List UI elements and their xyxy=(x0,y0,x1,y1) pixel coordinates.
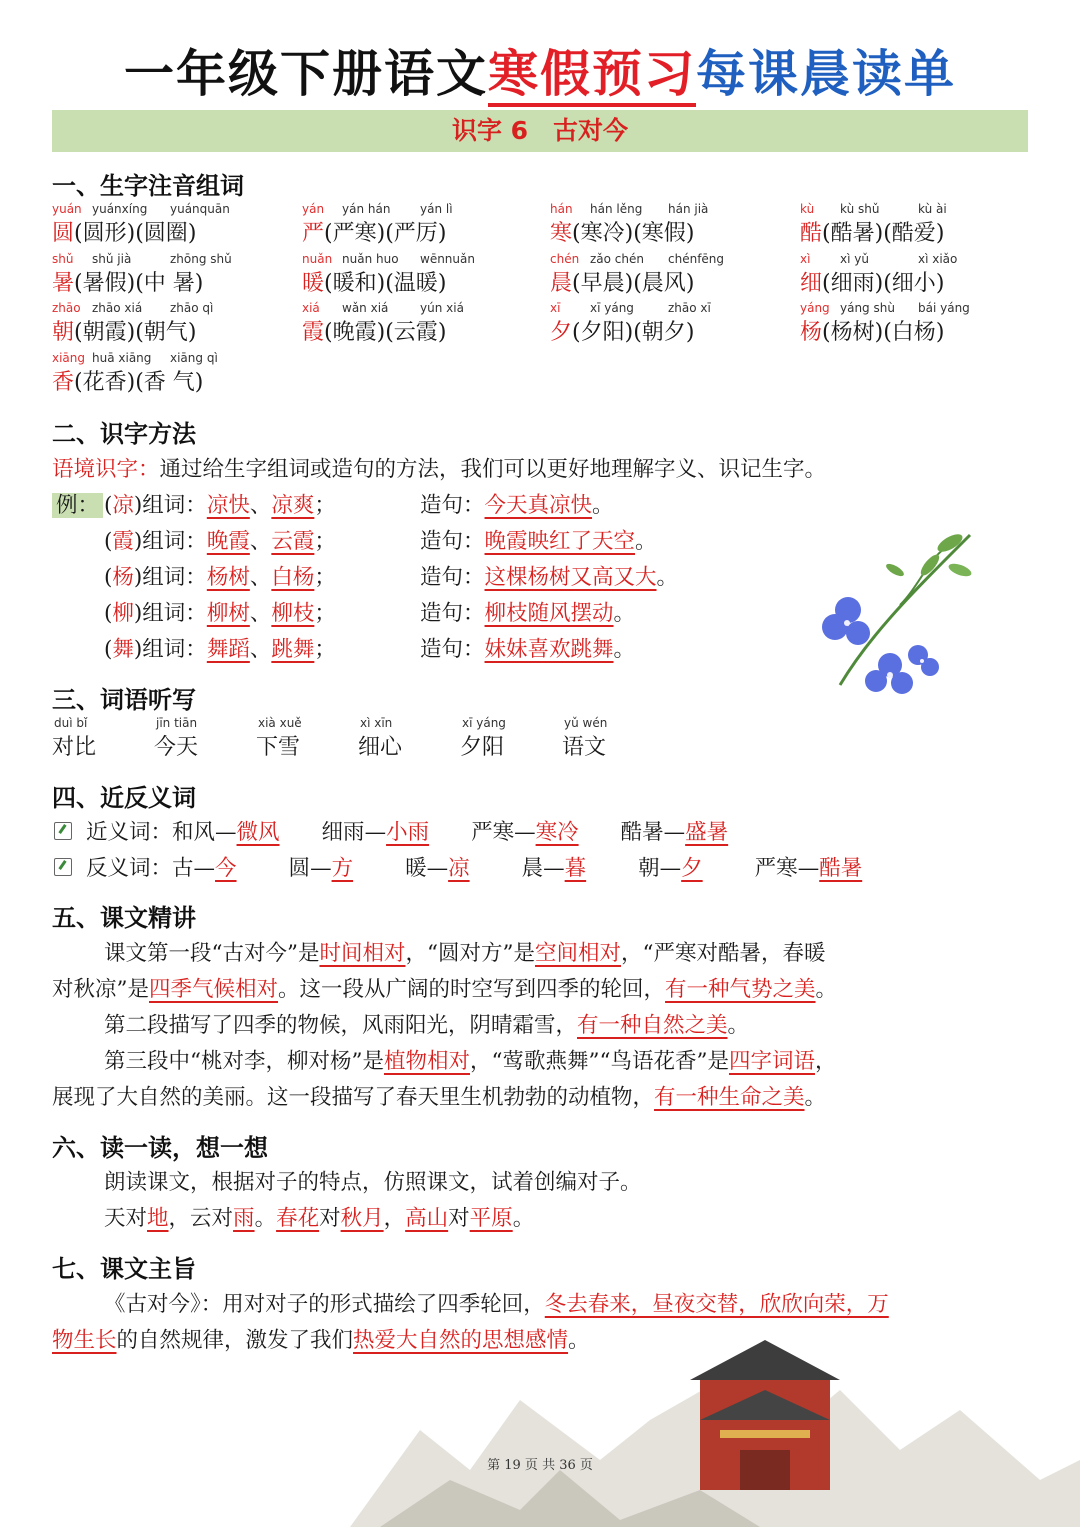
char-pinyin: hán xyxy=(550,202,573,216)
antonyms-row xyxy=(54,851,914,882)
page-title xyxy=(0,34,1080,106)
word-2: 严厉 xyxy=(393,221,438,246)
word-1: 杨树 xyxy=(830,320,875,345)
word-1: 暑假 xyxy=(82,271,127,296)
method-row: (凉)组词：凉快、凉爽； xyxy=(104,493,336,518)
word-1: 晚霞 xyxy=(332,320,377,345)
section-3-heading: 三、词语听写 xyxy=(52,686,196,714)
method-sentence-row: 造句：这棵杨树又高又大。 xyxy=(420,565,679,590)
method-word: 凉快 xyxy=(206,493,250,518)
char-entry: 细(细雨)(细小) xyxy=(800,271,945,296)
antonyms-answer: 凉 xyxy=(448,856,470,881)
method-sentence: 柳枝随风摆动 xyxy=(484,601,614,626)
word-1: 早晨 xyxy=(580,271,625,296)
zao-label: 造句： xyxy=(420,601,485,626)
section-2-heading: 二、识字方法 xyxy=(52,420,196,448)
lecture-line-1: 课文第一段“古对今”是时间相对，“圆对方”是空间相对，“严寒对酷暑，春暖 xyxy=(104,941,826,966)
method-row: (杨)组词：杨树、白杨； xyxy=(104,565,336,590)
antonyms-pair: 古—今 xyxy=(172,856,237,881)
word-2: 朝夕 xyxy=(641,320,686,345)
char: 杨 xyxy=(800,320,823,345)
antonyms-word: 严寒 xyxy=(754,856,798,881)
char: 晨 xyxy=(550,271,573,296)
method-sentence: 今天真凉快 xyxy=(484,493,593,518)
char-pinyin: xī xyxy=(550,301,561,315)
synonyms-pair: 严寒—寒冷 xyxy=(471,820,579,845)
word-pinyin: yún xiá xyxy=(420,301,464,315)
char-pinyin: xiāng xyxy=(52,351,86,365)
antonyms-word: 古 xyxy=(172,856,194,881)
lesson-banner: 识字 6 古对今 xyxy=(52,110,1028,152)
synonyms-answer: 寒冷 xyxy=(535,820,579,845)
word-pinyin: chénfēng xyxy=(668,252,725,266)
method-row: (柳)组词：柳树、柳枝； xyxy=(104,601,336,626)
example-tag xyxy=(52,488,103,519)
section-1-heading: 一、生字注音组词 xyxy=(52,172,244,200)
char-entry: 酷(酷暑)(酷爱) xyxy=(800,221,945,246)
synonyms-answer: 盛暑 xyxy=(685,820,729,845)
word-pinyin: yuánxíng xyxy=(92,202,148,216)
word-1: 圆形 xyxy=(82,221,127,246)
zao-label: 造句： xyxy=(420,637,485,662)
zao-label: 造句： xyxy=(420,529,485,554)
method-char: 凉 xyxy=(112,493,134,518)
method-text: 通过给生字组词或造句的方法，我们可以更好地理解字义、识记生字。 xyxy=(159,457,827,482)
antonyms-answer: 酷暑 xyxy=(819,856,863,881)
zu-label: 组词： xyxy=(142,565,207,590)
char-pinyin: nuǎn xyxy=(302,252,333,266)
dictation-word: 夕阳 xyxy=(460,735,505,760)
char-entry: 寒(寒冷)(寒假) xyxy=(550,221,695,246)
method-row: (舞)组词：舞蹈、跳舞； xyxy=(104,637,336,662)
word-pinyin: hán jià xyxy=(668,202,709,216)
word-1: 朝霞 xyxy=(82,320,127,345)
section-5-heading: 五、课文精讲 xyxy=(52,904,196,932)
antonyms-word: 暖 xyxy=(405,856,427,881)
char-entry: 圆(圆形)(圆圈) xyxy=(52,221,197,246)
zu-label: 组词： xyxy=(142,637,207,662)
char-pinyin: yáng xyxy=(800,301,830,315)
method-word: 云霞 xyxy=(271,529,315,554)
method-word: 白杨 xyxy=(271,565,315,590)
word-1: 严寒 xyxy=(332,221,377,246)
char-entry: 暖(暖和)(温暖) xyxy=(302,271,447,296)
word-pinyin: zhāo xiá xyxy=(92,301,143,315)
synonyms-answer: 微风 xyxy=(236,820,280,845)
dictation-word: 细心 xyxy=(358,735,403,760)
section-4-heading: 四、近反义词 xyxy=(52,784,196,812)
dictation-word: 语文 xyxy=(562,735,607,760)
char-pinyin: yán xyxy=(302,202,325,216)
title-part-2: 寒假预习 xyxy=(488,45,696,107)
theme-line-1: 《古对今》：用对对子的形式描绘了四季轮回，冬去春来，昼夜交替，欣欣向荣，万 xyxy=(104,1292,889,1317)
word-pinyin: xiāng qì xyxy=(170,351,218,365)
word-1: 暖和 xyxy=(332,271,377,296)
method-sentence: 这棵杨树又高又大 xyxy=(484,565,657,590)
dictation-word: 对比 xyxy=(52,735,97,760)
synonyms-row xyxy=(54,815,770,846)
antonyms-answer: 夕 xyxy=(681,856,703,881)
method-char: 霞 xyxy=(112,529,134,554)
char-entry: 夕(夕阳)(朝夕) xyxy=(550,320,695,345)
char: 暑 xyxy=(52,271,75,296)
method-row: (霞)组词：晚霞、云霞； xyxy=(104,529,336,554)
char: 霞 xyxy=(302,320,325,345)
example-label: 例： xyxy=(52,493,103,518)
char: 酷 xyxy=(800,221,823,246)
zao-label: 造句： xyxy=(420,493,485,518)
char: 暖 xyxy=(302,271,325,296)
dictation-pinyin: xī yáng xyxy=(462,716,506,730)
method-word: 跳舞 xyxy=(271,637,315,662)
antonyms-word: 圆 xyxy=(288,856,311,881)
word-2: 香 气 xyxy=(143,370,195,395)
synonyms-pair: 细雨—小雨 xyxy=(321,820,430,845)
zu-label: 组词： xyxy=(142,601,207,626)
antonyms-word: 晨 xyxy=(521,856,544,881)
method-word: 舞蹈 xyxy=(206,637,250,662)
method-sentence-row: 造句：晚霞映红了天空。 xyxy=(420,529,657,554)
synonyms-pair: 酷暑—盛暑 xyxy=(620,820,729,845)
word-pinyin: kù shǔ xyxy=(840,202,880,216)
antonyms-pair: 晨—暮 xyxy=(521,856,587,881)
antonyms-word: 朝 xyxy=(638,856,660,881)
word-2: 朝气 xyxy=(143,320,188,345)
word-1: 细雨 xyxy=(830,271,875,296)
word-2: 中 暑 xyxy=(143,271,195,296)
char-entry: 朝(朝霞)(朝气) xyxy=(52,320,197,345)
char: 夕 xyxy=(550,320,573,345)
theme-line-2: 物生长的自然规律，激发了我们热爱大自然的思想感情。 xyxy=(52,1328,590,1353)
char-pinyin: kù xyxy=(800,202,815,216)
word-pinyin: zhōng shǔ xyxy=(170,252,232,266)
dictation-pinyin: xì xīn xyxy=(360,716,393,730)
antonyms-pair: 严寒—酷暑 xyxy=(754,856,863,881)
char-entry: 暑(暑假)(中 暑) xyxy=(52,271,204,296)
method-sentence-row: 造句：柳枝随风摆动。 xyxy=(420,601,636,626)
section-6-heading: 六、读一读，想一想 xyxy=(52,1134,268,1162)
word-pinyin: nuǎn huo xyxy=(342,252,399,266)
method-sentence: 妹妹喜欢跳舞 xyxy=(484,637,614,662)
word-pinyin: zhāo qì xyxy=(170,301,214,315)
synonyms-word: 酷暑 xyxy=(620,820,664,845)
word-2: 晨风 xyxy=(641,271,686,296)
char-pinyin: chén xyxy=(550,252,580,266)
title-part-3: 每课晨读单 xyxy=(696,45,956,103)
word-1: 寒冷 xyxy=(580,221,625,246)
char-pinyin: xì xyxy=(800,252,811,266)
synonyms-word: 细雨 xyxy=(321,820,365,845)
method-char: 杨 xyxy=(112,565,134,590)
word-pinyin: zhāo xī xyxy=(668,301,711,315)
word-pinyin: xì xiǎo xyxy=(918,252,958,266)
char: 圆 xyxy=(52,221,75,246)
method-label: 语境识字： xyxy=(52,457,160,482)
pavilion-scenery-illustration xyxy=(0,1320,1080,1527)
method-char: 舞 xyxy=(112,637,134,662)
word-pinyin: yán lì xyxy=(420,202,453,216)
word-pinyin: zǎo chén xyxy=(590,252,644,266)
edit-note-icon xyxy=(54,858,72,876)
word-2: 酷爱 xyxy=(891,221,936,246)
word-pinyin: bái yáng xyxy=(918,301,970,315)
word-2: 圆圈 xyxy=(143,221,188,246)
method-word: 晚霞 xyxy=(206,529,250,554)
word-1: 夕阳 xyxy=(580,320,625,345)
method-sentence-row: 造句：妹妹喜欢跳舞。 xyxy=(420,637,636,662)
method-word: 柳树 xyxy=(206,601,250,626)
dictation-pinyin: duì bǐ xyxy=(54,716,88,730)
word-pinyin: kù ài xyxy=(918,202,947,216)
char-pinyin: shǔ xyxy=(52,252,74,266)
method-word: 柳枝 xyxy=(271,601,315,626)
word-pinyin: yuánquān xyxy=(170,202,230,216)
antonyms-label: 反义词： xyxy=(86,856,173,881)
char: 细 xyxy=(800,271,823,296)
char-entry: 严(严寒)(严厉) xyxy=(302,221,447,246)
char: 寒 xyxy=(550,221,573,246)
word-pinyin: shǔ jià xyxy=(92,252,132,266)
read-couplets: 天对地，云对雨。春花对秋月，高山对平原。 xyxy=(104,1206,535,1231)
antonyms-answer: 方 xyxy=(331,856,354,881)
char-pinyin: yuán xyxy=(52,202,82,216)
word-pinyin: yán hán xyxy=(342,202,391,216)
antonyms-answer: 今 xyxy=(215,856,237,881)
method-word: 杨树 xyxy=(206,565,250,590)
char-entry: 晨(早晨)(晨风) xyxy=(550,271,695,296)
method-sentence: 晚霞映红了天空 xyxy=(484,529,636,554)
char: 香 xyxy=(52,370,75,395)
zao-label: 造句： xyxy=(420,565,485,590)
word-1: 花香 xyxy=(82,370,127,395)
char-pinyin: xiá xyxy=(302,301,320,315)
method-word: 凉爽 xyxy=(271,493,315,518)
word-2: 白杨 xyxy=(891,320,936,345)
dictation-word: 今天 xyxy=(154,735,199,760)
dictation-pinyin: yǔ wén xyxy=(564,716,608,730)
word-pinyin: xì yǔ xyxy=(840,252,869,266)
synonyms-answer: 小雨 xyxy=(386,820,430,845)
word-pinyin: wǎn xiá xyxy=(342,301,389,315)
lecture-line-3: 第二段描写了四季的物候，风雨阳光，阴晴霜雪，有一种自然之美。 xyxy=(104,1013,750,1038)
char-pinyin: zhāo xyxy=(52,301,81,315)
method-char: 柳 xyxy=(112,601,134,626)
page-number: 第 19 页 共 36 页 xyxy=(487,1458,593,1473)
word-2: 细小 xyxy=(891,271,936,296)
section-7-heading: 七、课文主旨 xyxy=(52,1255,196,1283)
word-pinyin: wēnnuǎn xyxy=(420,252,475,266)
method-intro xyxy=(52,452,826,483)
antonyms-pair: 暖—凉 xyxy=(405,856,470,881)
synonyms-word: 和风 xyxy=(172,820,216,845)
antonyms-answer: 暮 xyxy=(564,856,587,881)
word-2: 寒假 xyxy=(641,221,686,246)
char-entry: 杨(杨树)(白杨) xyxy=(800,320,945,345)
lecture-line-5: 展现了大自然的美丽。这一段描写了春天里生机勃勃的动植物，有一种生命之美。 xyxy=(52,1085,827,1110)
lecture-line-2: 对秋凉”是四季气候相对。这一段从广阔的时空写到四季的轮回，有一种气势之美。 xyxy=(52,977,838,1002)
read-instruction: 朗读课文，根据对子的特点，仿照课文，试着创编对子。 xyxy=(104,1170,642,1195)
antonyms-pair: 圆—方 xyxy=(288,856,354,881)
char: 严 xyxy=(302,221,325,246)
method-sentence-row: 造句：今天真凉快。 xyxy=(420,493,614,518)
char: 朝 xyxy=(52,320,75,345)
dictation-pinyin: jīn tiān xyxy=(156,716,198,730)
title-part-1: 一年级下册语文 xyxy=(124,45,488,103)
flower-illustration xyxy=(800,515,980,695)
word-1: 酷暑 xyxy=(830,221,875,246)
dictation-word: 下雪 xyxy=(256,735,301,760)
word-2: 云霞 xyxy=(393,320,438,345)
char-entry: 霞(晚霞)(云霞) xyxy=(302,320,447,345)
lecture-line-4: 第三段中“桃对李，柳对杨”是植物相对，“莺歌燕舞”“鸟语花香”是四字词语， xyxy=(104,1049,837,1074)
word-pinyin: huā xiāng xyxy=(92,351,152,365)
synonyms-label: 近义词： xyxy=(86,820,173,845)
word-2: 温暖 xyxy=(393,271,438,296)
edit-note-icon xyxy=(54,822,72,840)
word-pinyin: yáng shù xyxy=(840,301,895,315)
zu-label: 组词： xyxy=(142,529,207,554)
synonyms-word: 严寒 xyxy=(471,820,515,845)
word-pinyin: hán lěng xyxy=(590,202,643,216)
word-pinyin: xī yáng xyxy=(590,301,634,315)
char-entry: 香(花香)(香 气) xyxy=(52,370,204,395)
dictation-pinyin: xià xuě xyxy=(258,716,302,730)
zu-label: 组词： xyxy=(142,493,207,518)
antonyms-pair: 朝—夕 xyxy=(638,856,703,881)
synonyms-pair: 和风—微风 xyxy=(172,820,280,845)
